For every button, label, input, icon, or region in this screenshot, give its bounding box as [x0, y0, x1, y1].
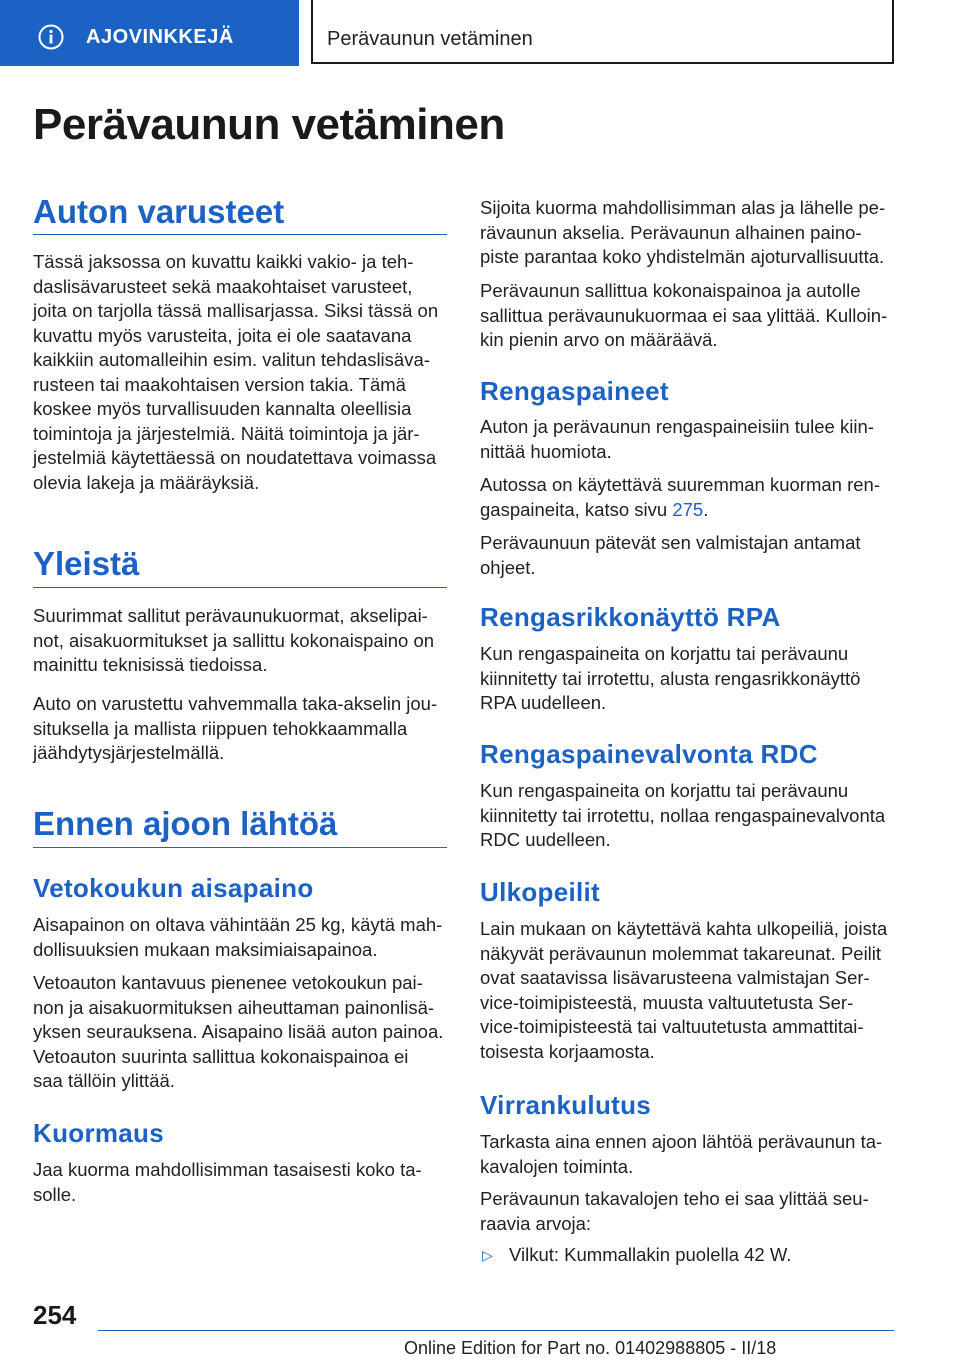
bullet-triangle-icon: ▷ — [482, 1247, 493, 1263]
paragraph-rdc: Kun rengaspaineita on korjattu tai perävaunu kiinnitetty tai irrotettu, nollaa rengaspainevalvonta RDC uudelleen. — [480, 780, 886, 850]
paragraph-rengaspaineet-3: Perävaunuun pätevät sen valmistajan antamat ohjeet. — [480, 532, 861, 578]
footer-edition: Online Edition for Part no. 01402988805 - II/18 — [404, 1338, 777, 1358]
heading-rule — [33, 234, 447, 235]
subheading-virrankulutus: Virrankulutus — [480, 1090, 652, 1120]
paragraph-kuormaus-2: Sijoita kuorma mahdollisimman alas ja lähelle pe- rävaunun akselia. Perävaunun alhainen paino- piste parantaa koko yhdistelmän ajoturvallisuutta. — [480, 197, 886, 267]
paragraph-ulkopeilit: Lain mukaan on käytettävä kahta ulkopeiliä, joista näkyvät perävaunun molemmat takareunat. Peilit ovat saatavissa lisävarusteena valmistajan Ser- vice-toimipisteestä, muusta valtuutetusta Ser- vice-toimipisteestä tai valtuutetusta ammattitai- toisesta korjaamosta. — [480, 918, 888, 1062]
paragraph-auton-varusteet: Tässä jaksossa on kuvattu kaikki vakio- ja teh- daslisävarusteet sekä maakohtaiset varusteet, joita on tarjolla tässä mallisarjassa. Siksi tässä on kuvattu myös varusteita, joita ei ole saatavana kaikkiin automalleihin esim. valitun tehdaslisäva- rusteen tai maakohtaisen version takia. Tämä koskee myös turvallisuuden kannalta oleellisia toimintoja ja järjestelmiä. Näitä toimintoja ja jär- jestelmiä käytettäessä on noudatettava voimassa olevia lakeja ja määräyksiä. — [33, 251, 439, 493]
page-link[interactable]: 275 — [672, 498, 704, 520]
paragraph-kuormaus-3: Perävaunun sallittua kokonaispainoa ja autolle sallittua perävaunukuormaa ei saa ylittää. Kulloin- kin pienin arvo on määräävä. — [480, 280, 888, 350]
info-icon — [38, 24, 64, 50]
paragraph-virrankulutus-2: Perävaunun takavalojen teho ei saa ylittää seu- raavia arvoja: — [480, 1188, 869, 1234]
paragraph-rpa: Kun rengaspaineita on korjattu tai perävaunu kiinnitetty tai irrotettu, alusta rengasrikkonäyttö RPA uudelleen. — [480, 643, 861, 713]
heading-auton-varusteet: Auton varusteet — [33, 193, 285, 230]
footer-rule — [98, 1330, 894, 1331]
subheading-rdc: Rengaspainevalvonta RDC — [480, 739, 818, 769]
page-number: 254 — [33, 1300, 77, 1330]
section-tab[interactable] — [0, 0, 299, 66]
breadcrumb: Perävaunun vetäminen — [327, 28, 533, 50]
heading-ennen-ajoon: Ennen ajoon lähtöä — [33, 805, 338, 842]
bullet-item: Vilkut: Kummallakin puolella 42 W. — [509, 1244, 792, 1265]
paragraph-vetokoukun-2: Vetoauton kantavuus pienenee vetokoukun pai- non ja aisakuormituksen aiheuttaman painonlisä- yksen seurauksena. Aisapaino lisää auton painoa. Vetoauton suurinta sallittua kokonaispainoa ei saa tällöin ylittää. — [33, 972, 444, 1091]
heading-rule — [33, 587, 447, 588]
rengaspaineet-period: . — [703, 498, 709, 520]
paragraph-virrankulutus-1: Tarkasta aina ennen ajoon lähtöä perävaunun ta- kavalojen toiminta. — [480, 1131, 883, 1177]
subheading-rengaspaineet: Rengaspaineet — [480, 376, 669, 406]
paragraph-vetokoukun-1: Aisapainon on oltava vähintään 25 kg, käytä mah- dollisuuksien mukaan maksimiaisapainoa. — [33, 914, 443, 960]
subheading-rpa: Rengasrikkonäyttö RPA — [480, 602, 781, 632]
paragraph-rengaspaineet-2 — [480, 473, 894, 522]
subheading-ulkopeilit: Ulkopeilit — [480, 877, 601, 907]
page-title: Perävaunun vetäminen — [33, 100, 505, 149]
section-tab-label: AJOVINKKEJÄ — [86, 26, 234, 48]
paragraph-kuormaus-1: Jaa kuorma mahdollisimman tasaisesti koko ta- solle. — [33, 1159, 422, 1205]
heading-yleista: Yleistä — [33, 545, 140, 582]
rengaspaineet-text: Autossa on käytettävä suuremman kuorman ren- gaspaineita, katso sivu — [480, 474, 880, 520]
paragraph-rengaspaineet-1: Auton ja perävaunun rengaspaineisiin tulee kiin- nittää huomiota. — [480, 416, 874, 462]
subheading-kuormaus: Kuormaus — [33, 1118, 164, 1148]
paragraph-yleista-2: Auto on varustettu vahvemmalla taka-akselin jou- situksella ja mallista riippuen tehokkaammalla jäähdytysjärjestelmällä. — [33, 693, 438, 763]
paragraph-yleista-1: Suurimmat sallitut perävaunukuormat, akselipai- not, aisakuormitukset ja sallittu kokonaispaino on mainittu teknisissä tiedoissa. — [33, 605, 435, 675]
subheading-vetokoukun: Vetokoukun aisapaino — [33, 873, 314, 903]
heading-rule — [33, 847, 447, 848]
